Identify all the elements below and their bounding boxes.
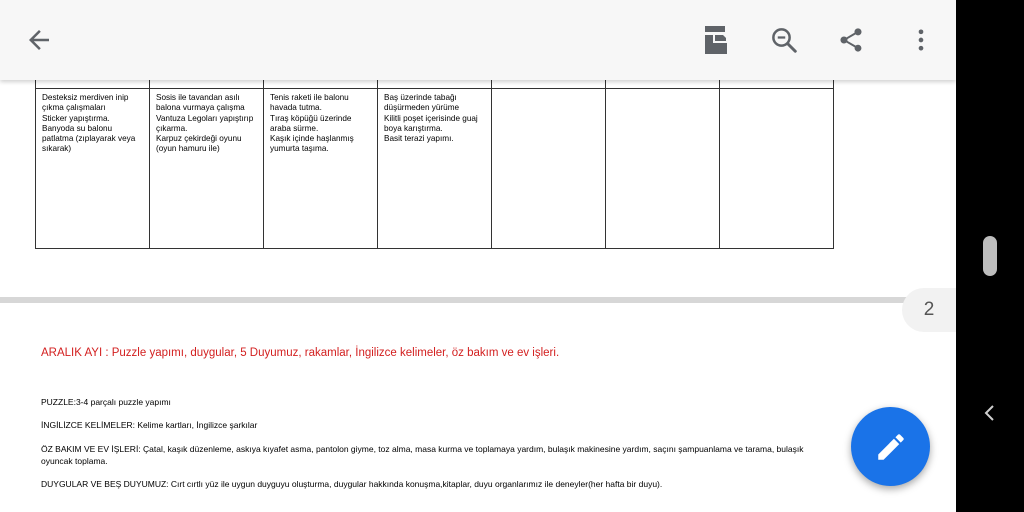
cell-text: Kaşık içinde haşlanmış — [270, 134, 354, 144]
cell-text: Kilitli poşet içerisinde guaj — [384, 113, 478, 123]
document-page-2 — [0, 303, 956, 512]
cell-text: Desteksiz merdiven inip — [42, 93, 129, 102]
cell-text: araba sürme. — [270, 123, 319, 133]
table-cell-3 — [264, 89, 378, 249]
doc-line-self-care-cont: oyuncak toplama. — [41, 456, 108, 466]
cell-text: Banyoda su balonu — [42, 123, 113, 133]
cell-text: çıkma çalışmaları — [42, 103, 106, 113]
table-row — [36, 89, 834, 249]
cell-text: havada tutma. — [270, 103, 322, 113]
doc-line-emotions: DUYGULAR VE BEŞ DUYUMUZ: Cırt cırtlı yüz ile uygun duyguyu oluşturma, duygular hakkında konuşma,kitaplar, duyu organlarımız ile deneyler(her hafta bir duyu). — [41, 479, 663, 489]
doc-line-self-care: ÖZ BAKIM VE EV İŞLERİ: Çatal, kaşık düzenleme, askıya kıyafet asma, pantolon giyme, toz alma, masa kurma ve toplamaya yardım, bulaşık makinesine yardım, saçını şampuanlama ve tarama, bulaşık — [41, 444, 804, 454]
page-number-indicator: 2 — [902, 288, 956, 332]
cell-text: Sticker yapıştırma. — [42, 113, 110, 123]
cell-text: (oyun hamuru ile) — [156, 144, 220, 154]
cell-text: Baş üzerinde tabağı — [384, 93, 457, 102]
table-cell-2 — [150, 89, 264, 249]
share-button[interactable] — [829, 18, 873, 62]
cell-text: balona vurmaya çalışma — [156, 103, 245, 113]
cell-text: Tenis raketi ile balonu — [270, 93, 349, 102]
doc-line-english: İNGİLİZCE KELİMELER: Kelime kartları, İngilizce şarkılar — [41, 420, 258, 430]
document-outline-button[interactable] — [694, 18, 738, 62]
cell-text: düşürmeden yürüme — [384, 103, 460, 113]
edit-fab-button[interactable] — [851, 407, 930, 486]
more-options-button[interactable] — [899, 18, 943, 62]
edit-pencil-icon — [874, 430, 908, 464]
table-cell-7 — [720, 89, 834, 249]
document-outline-icon — [703, 24, 729, 56]
table-cell-5 — [492, 89, 606, 249]
cell-text: patlatma (zıplayarak veya — [42, 134, 136, 144]
table-cell-6 — [606, 89, 720, 249]
nav-back-chevron-icon — [983, 404, 997, 422]
cell-text: yumurta taşıma. — [270, 144, 329, 154]
cell-text: boya karıştırma. — [384, 123, 443, 133]
doc-line-puzzle: PUZZLE:3-4 parçalı puzzle yapımı — [41, 397, 171, 407]
cell-text: Vantuza Legoları yapıştırıp — [156, 113, 254, 123]
search-zoom-icon — [769, 25, 799, 55]
top-app-bar — [0, 0, 956, 80]
table-cell-1 — [36, 89, 150, 249]
cell-text: Tıraş köpüğü üzerinde — [270, 113, 352, 123]
back-arrow-icon — [24, 25, 54, 55]
more-vert-icon — [907, 26, 935, 54]
cell-text: sıkarak) — [42, 144, 72, 154]
table-cell-4 — [378, 89, 492, 249]
search-button[interactable] — [762, 18, 806, 62]
cell-text: Karpuz çekirdeği oyunu — [156, 134, 242, 144]
month-heading: ARALIK AYI : Puzzle yapımı, duygular, 5 Duyumuz, rakamlar, İngilizce kelimeler, öz bakım ve ev işleri. — [41, 347, 560, 359]
cell-text: Sosis ile tavandan asılı — [156, 93, 240, 102]
nav-back-button[interactable] — [978, 400, 1002, 426]
cell-text: Basit terazi yapımı. — [384, 134, 454, 144]
cell-text: çıkarma. — [156, 123, 188, 133]
share-icon — [837, 26, 865, 54]
scroll-handle[interactable] — [983, 236, 997, 276]
activity-table — [35, 60, 834, 249]
back-button[interactable] — [17, 18, 61, 62]
